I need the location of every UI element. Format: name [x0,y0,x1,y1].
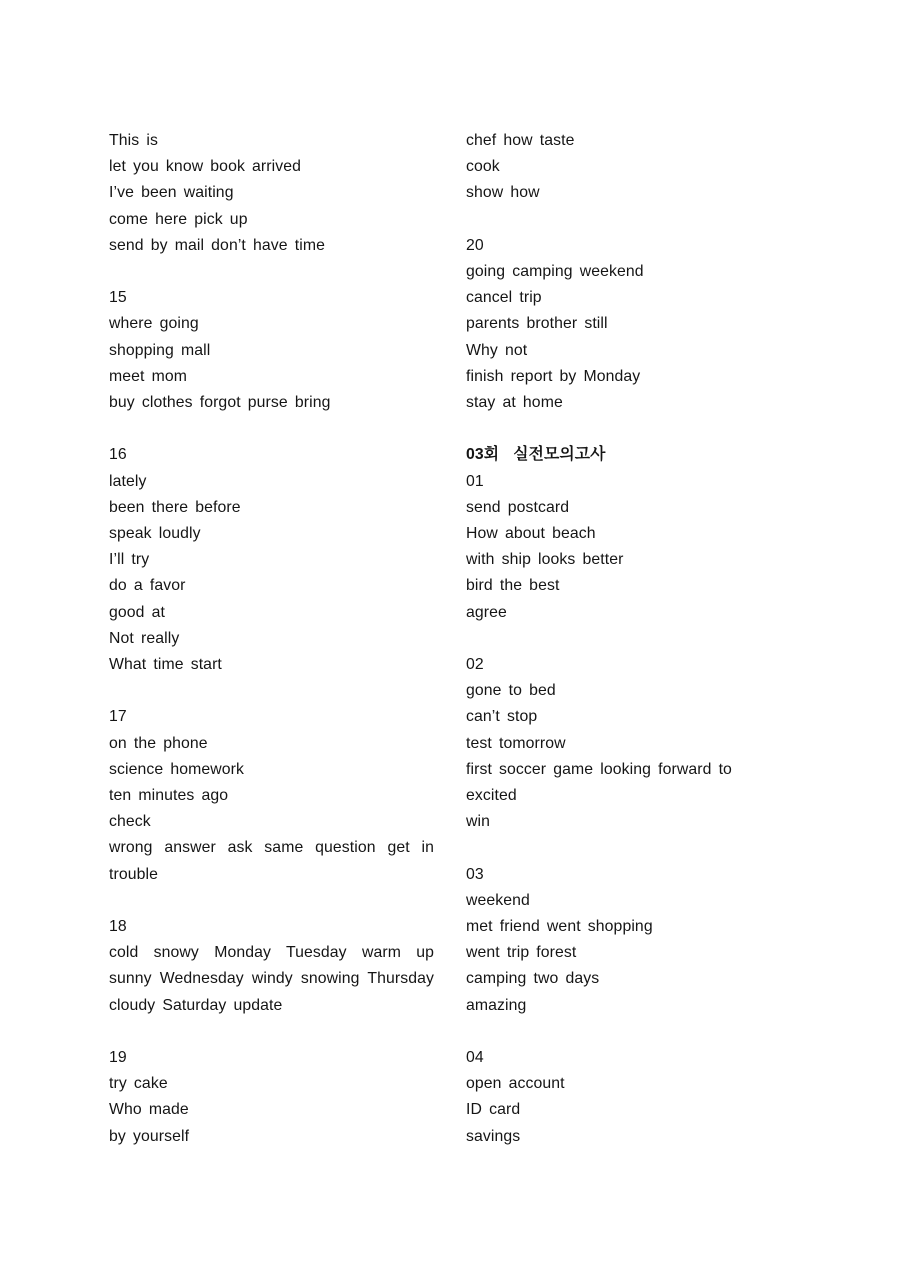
text-line: come here pick up [109,210,248,228]
text-line: agree [466,603,507,621]
text-line: send by mail don’t have time [109,236,325,254]
section-number: 02 [466,656,484,674]
text-line: finish report by Monday [466,367,641,385]
text-line: met friend went shopping [466,918,653,936]
section-number: 04 [466,1049,484,1067]
text-line: with ship looks better [466,551,624,569]
exam-round-title: 03회 실전모의고사 [466,446,606,464]
text-line: science homework [109,760,245,778]
text-line: excited [466,787,517,805]
text-line: went trip forest [466,944,577,962]
section-block-04 [466,1045,791,1150]
section-block-15 [109,285,434,416]
text-line: camping two days [466,970,600,988]
section-block-continued [109,128,434,259]
text-line: What time start [109,656,222,674]
text-line: bird the best [466,577,560,595]
text-line: Why not [466,341,528,359]
text-line: buy clothes forgot purse bring [109,394,331,412]
text-line: ID card [466,1101,521,1119]
section-block-16 [109,442,434,678]
text-line: amazing [466,996,527,1014]
section-block-01 [466,442,791,625]
text-line: Not really [109,629,180,647]
text-line: gone to bed [466,682,556,700]
section-block-continued [466,128,791,207]
text-line: let you know book arrived [109,158,302,176]
text-line: send postcard [466,498,570,516]
text-line: How about beach [466,525,596,543]
text-line: shopping mall [109,341,211,359]
left-column [109,128,434,1150]
text-line: stay at home [466,394,563,412]
text-line: speak loudly [109,525,201,543]
document-page [109,128,791,1150]
text-line: good at [109,603,166,621]
text-line: I’ll try [109,551,150,569]
text-line: cancel trip [466,289,542,307]
text-line: been there before [109,498,241,516]
text-line: open account [466,1075,565,1093]
text-line: meet mom [109,367,188,385]
text-line: cook [466,158,500,176]
text-line: savings [466,1127,521,1145]
text-line: chef how taste [466,132,575,149]
text-line: parents brother still [466,315,608,333]
text-line: show how [466,184,540,202]
text-line: Who made [109,1101,189,1119]
section-number: 19 [109,1049,127,1067]
section-block-20 [466,233,791,416]
text-line: win [466,813,491,831]
text-line: first soccer game looking forward to [466,760,732,778]
section-number: 15 [109,289,127,307]
text-line: I’ve been waiting [109,184,234,202]
section-block-02 [466,652,791,835]
text-line: check [109,813,151,831]
section-block-03 [466,862,791,1019]
text-line: wrong answer ask same question get in trouble [109,839,434,883]
text-line: cold snowy Monday Tuesday warm up sunny Wednesday windy snowing Thursday cloudy Saturday update [109,944,434,1014]
section-block-19 [109,1045,434,1150]
text-line: going camping weekend [466,263,644,280]
text-line: where going [109,315,199,333]
text-line: try cake [109,1075,168,1093]
section-number: 18 [109,918,127,936]
text-line: test tomorrow [466,734,566,752]
text-line: weekend [466,891,530,909]
text-line: ten minutes ago [109,787,229,805]
text-line: This is [109,132,158,149]
section-number: 03 [466,865,484,883]
text-line: lately [109,472,147,490]
text-line: can’t stop [466,708,538,726]
section-number: 16 [109,446,127,464]
text-line: on the phone [109,734,208,752]
section-number: 20 [466,236,484,254]
text-line: do a favor [109,577,186,595]
section-number: 17 [109,708,127,726]
text-line: by yourself [109,1127,190,1145]
section-block-18 [109,914,434,1019]
right-column [466,128,791,1150]
section-number: 01 [466,472,484,490]
section-block-17 [109,704,434,887]
